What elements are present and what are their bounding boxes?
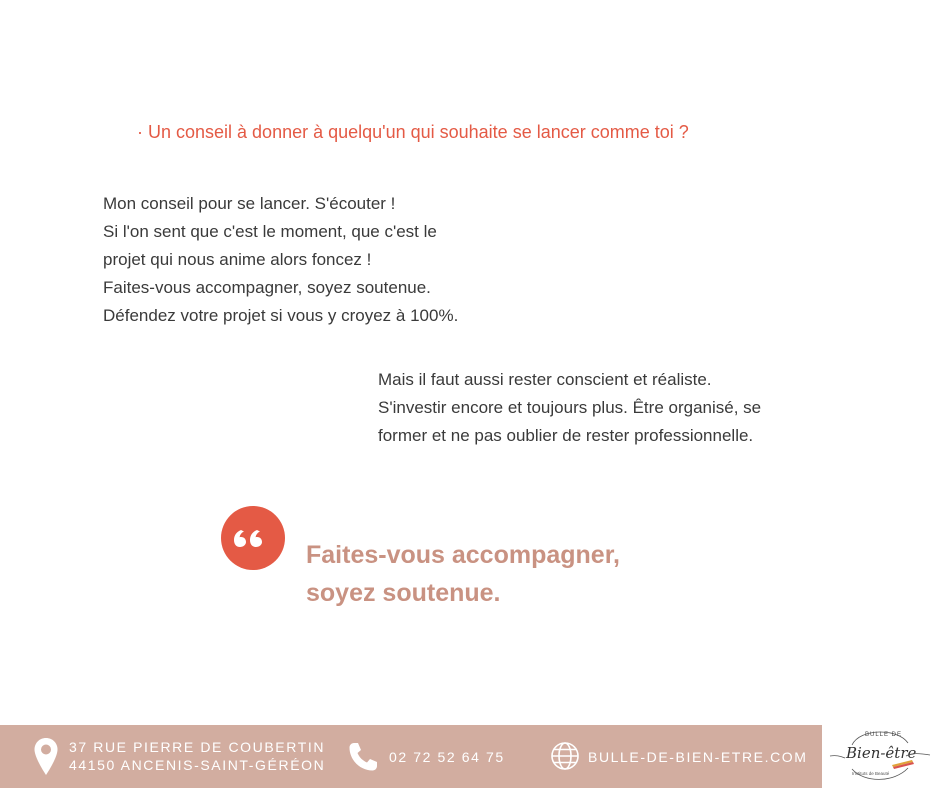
globe-icon (550, 741, 580, 771)
quote-icon (221, 506, 285, 570)
logo-bottom-text: Instituts de Beauté (852, 771, 890, 776)
paragraph-line: Si l'on sent que c'est le moment, que c'est le (103, 222, 437, 241)
logo-script-text: Bien-être (846, 744, 917, 762)
paragraph-line: former et ne pas oublier de rester professionnelle. (378, 426, 754, 445)
paragraph-line: projet qui nous anime alors foncez ! (103, 250, 372, 269)
paragraph-line: Défendez votre projet si vous y croyez à 100%. (103, 306, 459, 325)
phone-icon (347, 741, 379, 773)
paragraph-realism (378, 366, 833, 450)
pull-quote-line: Faites-vous accompagner, (306, 541, 621, 569)
address-line: 44150 ANCENIS-SAINT-GÉRÉON (69, 757, 326, 773)
paragraph-advice (103, 190, 518, 330)
footer-phone[interactable]: 02 72 52 64 75 (389, 749, 505, 765)
brand-logo (822, 725, 940, 788)
footer-bar (0, 725, 822, 788)
paragraph-line: Faites-vous accompagner, soyez soutenue. (103, 278, 431, 297)
paragraph-line: S'investir encore et toujours plus. Être organisé, se (378, 398, 762, 417)
pull-quote-line: soyez soutenue. (306, 579, 501, 607)
logo-top-text: BULLE DE (865, 732, 903, 738)
pull-quote (306, 536, 726, 612)
location-pin-icon (33, 737, 59, 777)
question-heading: · Un conseil à donner à quelqu'un qui souhaite se lancer comme toi ? (137, 122, 689, 142)
paragraph-line: Mon conseil pour se lancer. S'écouter ! (103, 194, 396, 213)
footer-address (69, 738, 325, 774)
address-line: 37 RUE PIERRE DE COUBERTIN (69, 739, 326, 755)
paragraph-line: Mais il faut aussi rester conscient et réaliste. (378, 370, 712, 389)
footer-website[interactable]: BULLE-DE-BIEN-ETRE.COM (588, 749, 808, 765)
